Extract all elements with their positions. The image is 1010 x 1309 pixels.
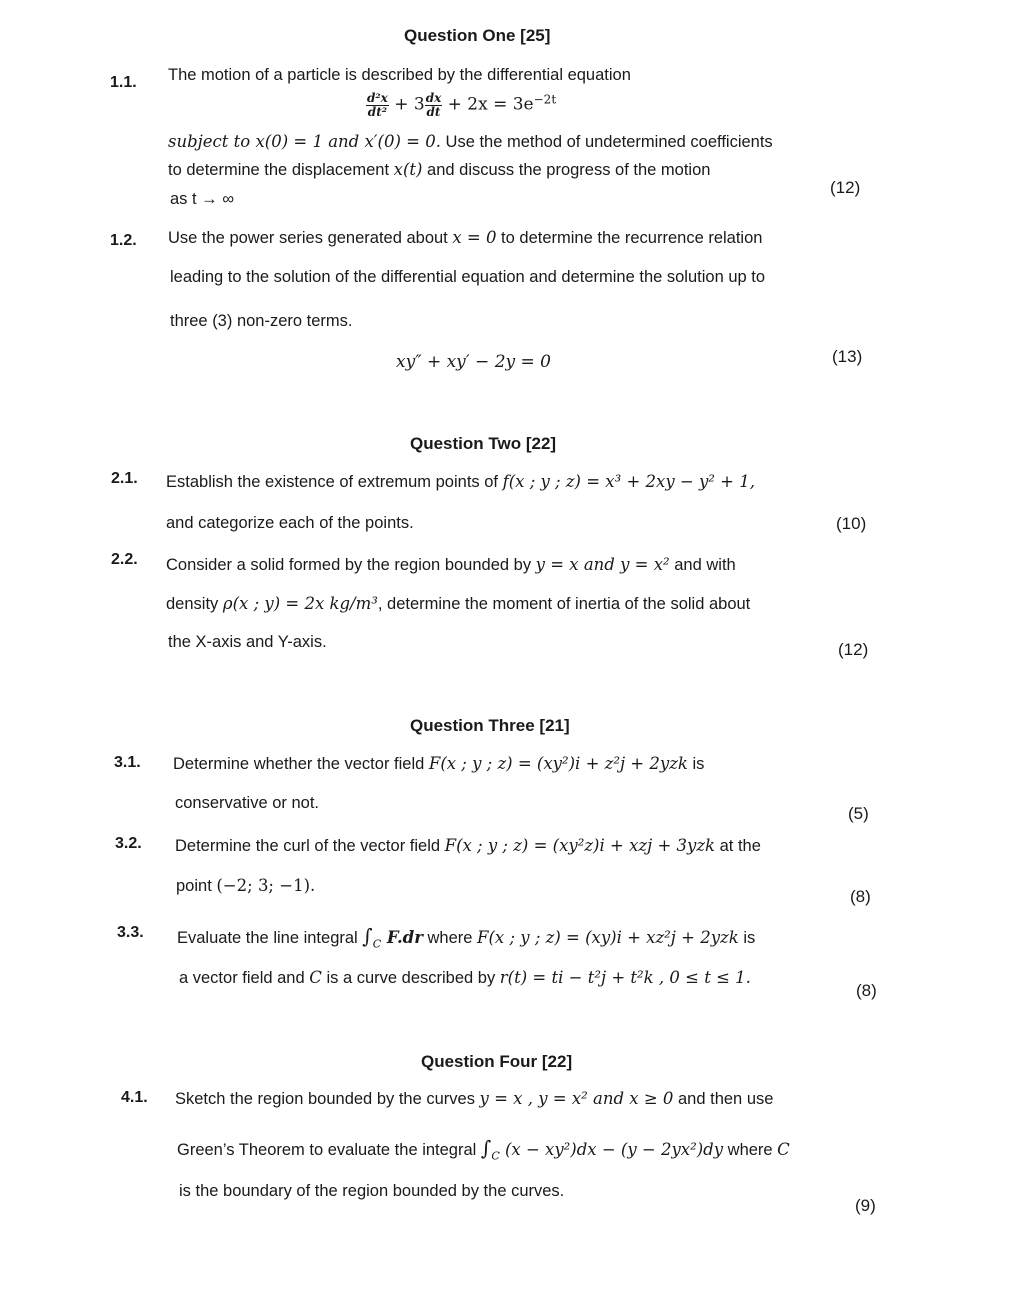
item-1-1-equation (366, 92, 556, 119)
item-4-1-line-2a: Green’s Theorem to evaluate the integral (177, 1141, 481, 1159)
eq-rest: + 2x = 3e (442, 94, 534, 115)
eq-frac-2-bottom: dt (426, 105, 441, 119)
item-3-3-integrand: F.dr (381, 928, 423, 947)
item-4-1-line-3: is the boundary of the region bounded by the curves. (179, 1182, 565, 1200)
item-4-1-marks: (9) (855, 1196, 876, 1215)
item-3-2-line-2a: point (176, 877, 217, 895)
item-1-2-line-1a: Use the power series generated about (168, 229, 453, 247)
item-2-1-line-1 (166, 472, 755, 492)
item-3-3-line-1b: where (422, 929, 478, 947)
item-3-3-line-1c: is (738, 929, 756, 947)
item-3-3-line-1 (177, 924, 755, 950)
item-3-2-point: (−2; 3; −1). (216, 876, 316, 895)
item-3-1-line-1a: Determine whether the vector field (173, 755, 429, 773)
item-4-1-curves: y = x , y = x² and x ≥ 0 (479, 1089, 674, 1108)
item-1-2-line-3: three (3) non-zero terms. (170, 312, 353, 330)
item-1-2-point: x = 0 (452, 228, 497, 247)
item-1-1-line-3a: to determine the displacement (168, 161, 394, 179)
item-2-2-curves: y = x and y = x² (535, 555, 670, 574)
item-2-2-line-2b: , determine the moment of inertia of the solid about (377, 595, 751, 613)
item-4-1-line-2 (177, 1136, 790, 1162)
item-2-1-line-1a: Establish the existence of extremum points of (166, 473, 503, 491)
item-number-3-3: 3.3. (117, 924, 144, 941)
item-1-2-equation: xy″ + xy′ − 2y = 0 (396, 352, 551, 372)
item-3-2-line-1a: Determine the curl of the vector field (175, 837, 445, 855)
eq-exponent: −2t (533, 92, 557, 107)
item-3-3-line-1a: Evaluate the line integral (177, 929, 363, 947)
item-4-1-line-1a: Sketch the region bounded by the curves (175, 1090, 480, 1108)
item-1-2-line-2: leading to the solution of the differential equation and determine the solution up to (170, 268, 766, 286)
integral-sign-icon: ∫ (362, 924, 373, 948)
item-3-1-marks: (5) (848, 804, 869, 823)
item-1-2-marks: (13) (832, 347, 863, 366)
question-three-heading: Question Three [21] (410, 716, 570, 735)
item-3-3-line-2b: is a curve described by (321, 969, 500, 987)
question-one-heading: Question One [25] (404, 26, 551, 45)
item-4-1-integrand: (x − xy²)dx − (y − 2yx²)dy (499, 1140, 724, 1159)
item-2-2-line-2a: density (166, 595, 223, 613)
item-3-2-vector-field: F(x ; y ; z) = (xy²z)i + xzj + 3yzk (444, 836, 716, 855)
item-number-3-2: 3.2. (115, 835, 142, 852)
item-4-1-curve-symbol: C (777, 1140, 790, 1159)
item-number-1-2: 1.2. (110, 232, 137, 249)
item-1-1-line-3 (168, 160, 710, 180)
item-3-1-line-1b: is (687, 755, 705, 773)
question-two-heading: Question Two [22] (410, 434, 557, 453)
item-3-2-line-2 (176, 876, 315, 896)
eq-frac-2-top: dx (425, 91, 442, 105)
item-3-2-line-1 (175, 836, 761, 856)
item-1-1-line-4: as t → ∞ (170, 190, 235, 208)
question-four-heading: Question Four [22] (421, 1052, 573, 1071)
item-number-3-1: 3.1. (114, 754, 141, 771)
item-1-1-marks: (12) (830, 178, 861, 197)
item-2-1-line-2: and categorize each of the points. (166, 514, 414, 532)
item-4-1-line-1 (175, 1089, 773, 1109)
item-3-2-marks: (8) (850, 887, 871, 906)
item-3-2-line-1b: at the (715, 837, 761, 855)
eq-frac-1-top: d²x (367, 91, 388, 105)
item-2-1-function: f(x ; y ; z) = x³ + 2xy − y² + 1, (502, 472, 755, 491)
item-4-1-line-1b: and then use (673, 1090, 774, 1108)
item-3-1-line-1 (173, 754, 704, 774)
item-2-2-line-1 (166, 555, 736, 575)
item-2-2-line-1b: and with (669, 556, 736, 574)
item-3-3-vector-field: F(x ; y ; z) = (xy)i + xz²j + 2yzk (477, 928, 739, 947)
item-1-1-line-2-text: Use the method of undetermined coefficients (440, 133, 773, 151)
item-1-1-line-2 (168, 132, 773, 152)
item-1-1-initial-conditions: subject to x(0) = 1 and x′(0) = 0. (168, 132, 441, 151)
item-number-2-1: 2.1. (111, 470, 138, 487)
item-3-3-marks: (8) (856, 981, 877, 1000)
item-2-1-marks: (10) (836, 514, 867, 533)
item-2-2-line-2 (166, 594, 750, 614)
item-number-4-1: 4.1. (121, 1089, 148, 1106)
item-1-1-line-1: The motion of a particle is described by the differential equation (168, 66, 631, 84)
item-3-3-integral-subscript: C (372, 937, 382, 951)
eq-mid-term: + 3 (388, 94, 425, 115)
item-3-1-vector-field: F(x ; y ; z) = (xy²)i + z²j + 2yzk (428, 754, 688, 773)
item-2-2-density: ρ(x ; y) = 2x kg/m³ (222, 594, 378, 613)
item-number-1-1: 1.1. (110, 74, 137, 91)
item-4-1-line-2b: where (723, 1141, 778, 1159)
item-number-2-2: 2.2. (111, 551, 138, 568)
item-1-2-line-1 (168, 228, 762, 248)
item-2-2-marks: (12) (838, 640, 869, 659)
eq-frac-1-bottom: dt² (367, 105, 387, 119)
item-4-1-integral-subscript: C (491, 1149, 500, 1163)
item-3-3-line-2a: a vector field and (179, 969, 310, 987)
item-1-1-line-3b: and discuss the progress of the motion (422, 161, 711, 179)
item-3-3-curve-symbol: C (309, 968, 322, 987)
item-2-2-line-1a: Consider a solid formed by the region bounded by (166, 556, 536, 574)
item-2-2-line-3: the X-axis and Y-axis. (168, 633, 327, 651)
item-3-3-parametrization: r(t) = ti − t²j + t²k , 0 ≤ t ≤ 1. (499, 968, 751, 987)
item-1-2-line-1b: to determine the recurrence relation (496, 229, 763, 247)
item-1-1-displacement: x(t) (393, 160, 423, 179)
integral-sign-icon: ∫ (480, 1136, 492, 1160)
item-3-1-line-2: conservative or not. (175, 794, 319, 812)
item-3-3-line-2 (179, 968, 751, 988)
